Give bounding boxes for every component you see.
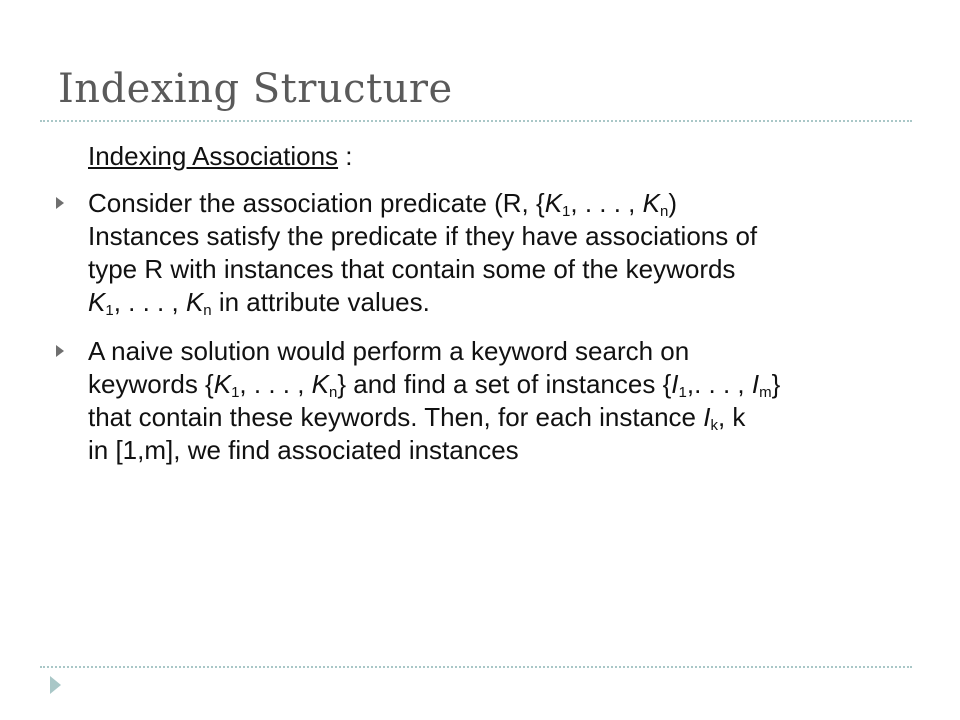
bullet-2-line-2: keywords {$K_1$, . . . , $K_n$} and find a set of instances {$I_1$,. . . , $I_m$} [88, 369, 781, 401]
subheading-colon: : [338, 141, 353, 171]
slide-body [52, 140, 912, 483]
bullet-1-line-1: Consider the association predicate (R, {$K_1$, . . . , $K_n$) [88, 188, 677, 220]
bullet-item-2 [52, 335, 912, 467]
bullet-2-line-1: A naive solution would perform a keyword search on [88, 336, 690, 366]
bullet-1-line-3: type R with instances that contain some of the keywords [88, 254, 736, 284]
subheading [88, 140, 912, 173]
bullet-arrow-icon [56, 345, 64, 357]
subheading-text: Indexing Associations [88, 141, 339, 171]
footer-divider [40, 666, 912, 668]
title-divider [40, 120, 912, 122]
bullet-2-line-3: that contain these keywords. Then, for each instance $I_k$, k [88, 402, 746, 434]
footer-arrow-icon [50, 676, 61, 694]
slide-title: Indexing Structure [58, 66, 453, 112]
bullet-1-line-4: $K_1$, . . . , $K_n$ in attribute values. [88, 287, 430, 319]
bullet-2-line-4: in [1,m], we find associated instances [88, 435, 519, 465]
bullet-arrow-icon [56, 197, 64, 209]
bullet-item-1 [52, 187, 912, 319]
bullet-1-line-2: Instances satisfy the predicate if they have associations of [88, 221, 758, 251]
